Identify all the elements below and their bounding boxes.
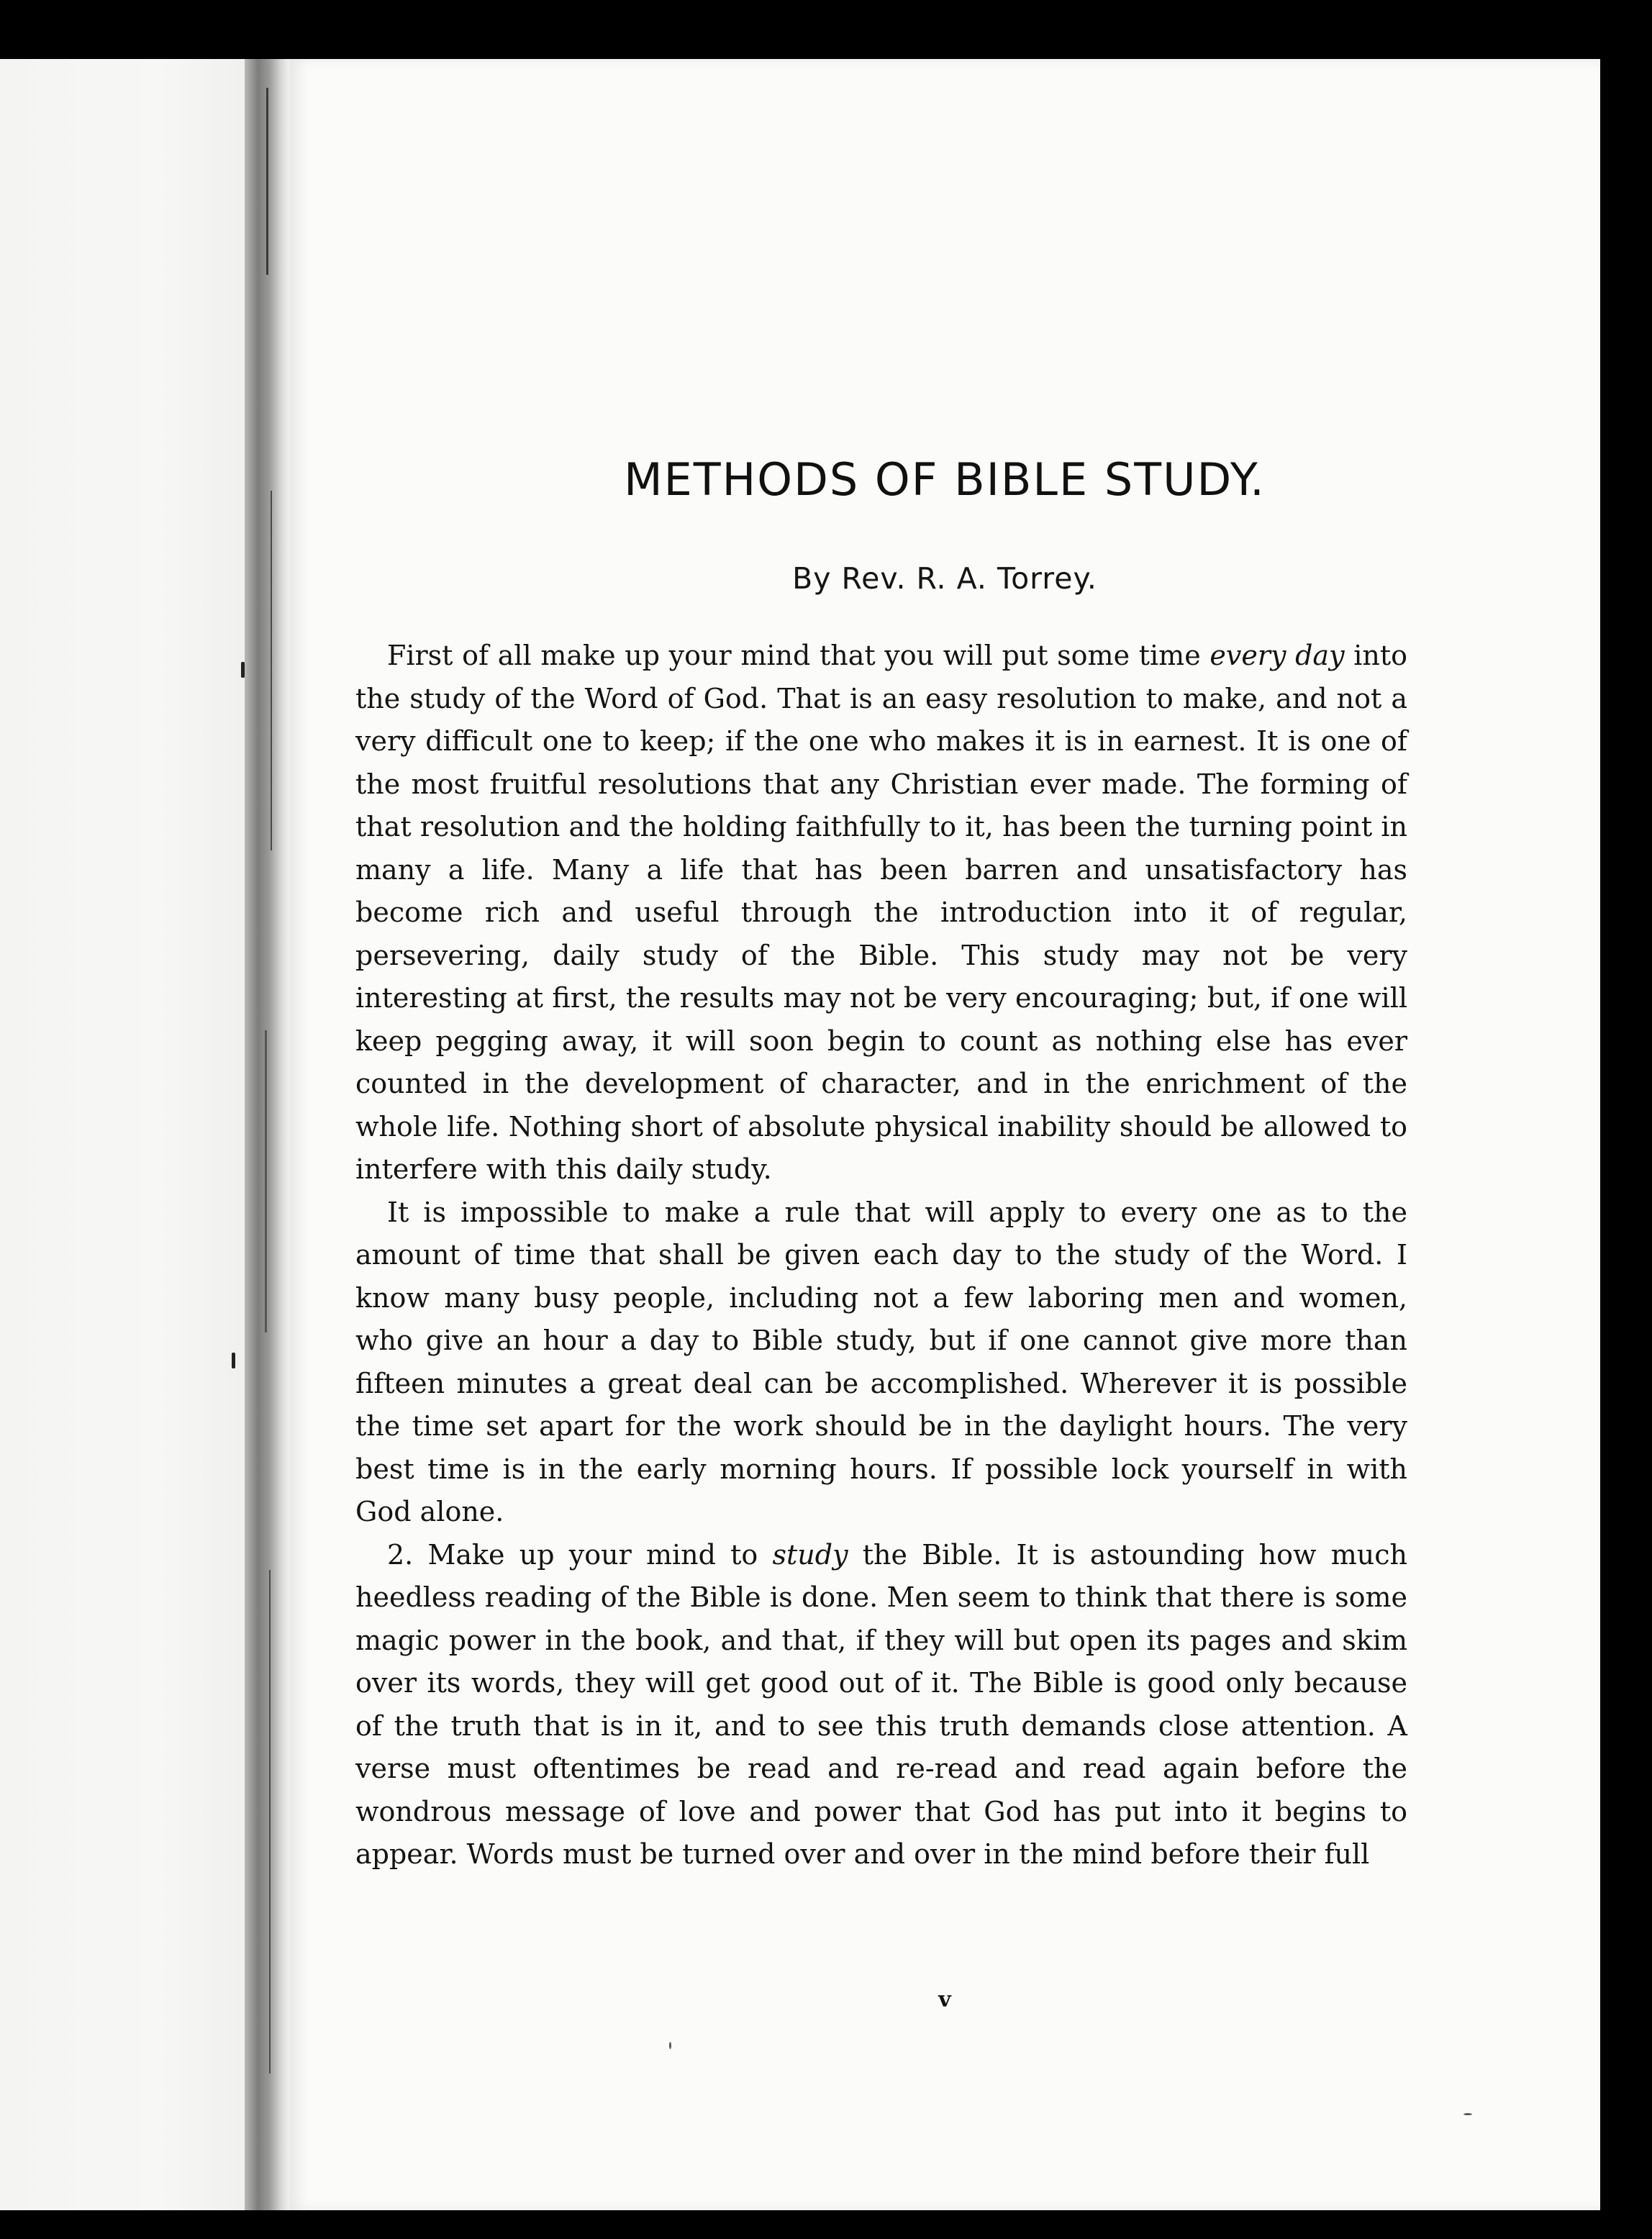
paragraph-study-the-bible: 2. Make up your mind to study the Bible. It is astounding how much heedless reading of the Bible is done. Men seem to think that there is some magic power in the book, and that, if they will but open its pages and skim over its words, they will get good out of it. The Bible is good only because of the truth that is in it, and to see this truth demands close attention. A verse must oftentimes be read and re-read and read again before the wondrous message of love and power that God has put into it begins to appear. Words must be turned over and over in the mind before their full [355,1538,1407,1870]
book-spine-gutter [245,59,289,2210]
binding-mark [232,1353,235,1368]
paragraph-amount-of-time: It is impossible to make a rule that will apply to every one as to the amount of time that shall be given each day to the study of the Word. I know many busy people, including not a few laboring men and women, who give an hour a day to Bible study, but if one cannot give more than fifteen minutes a great deal can be accomplished. Wherever it is possible the time set apart for the work should be in the daylight hours. The very best time is in the early morning hours. If possible lock yourself in with God alone. [355,1196,1407,1527]
author-byline: By Rev. R. A. Torrey. [792,561,1097,596]
paragraph-daily-study: First of all make up your mind that you will put some time every day into the study of the Word of God. That is an easy resolution to make, and not a very difficult one to keep; if the one who makes it is in earnest. It is one of the most fruitful resolutions that any Christian ever made. The forming of that resolution and the holding faithfully to it, has been the turning point in many a life. Many a life that has been barren and unsatisfactory has become rich and useful through the introduction into it of regular, persevering, daily study of the Bible. This study may not be very interesting at first, the results may not be very encouraging; but, if one will keep pegging away, it will soon begin to count as nothing else has ever counted in the development of character, and in the enrichment of the whole life. Nothing short of absolute physical inability should be allowed to interfere with this daily study. [355,640,1408,1185]
binding-mark [241,662,245,678]
book-page [289,59,1600,2210]
emphasis-study: study [772,1538,848,1571]
paper-speck [669,2042,671,2049]
page-title: METHODS OF BIBLE STUDY. [624,453,1266,506]
page-number: v [938,1987,951,2012]
emphasis-every-day: every day [1210,640,1345,671]
paper-speck [1463,2113,1472,2115]
previous-page-edge [0,59,268,2210]
body-text [355,635,1407,1876]
